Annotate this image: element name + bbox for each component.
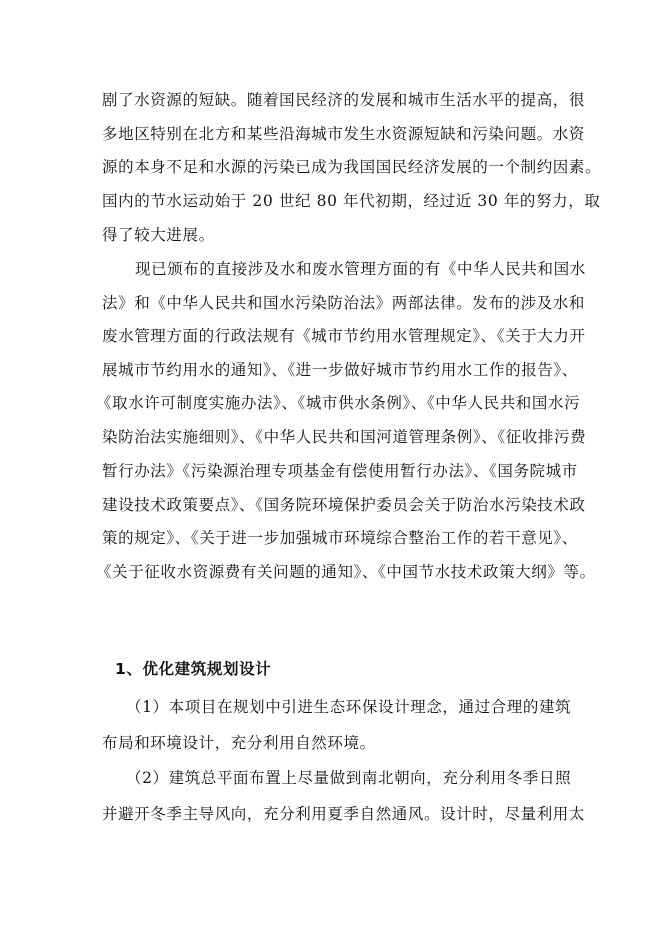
paragraph-1-line-1: 剧了水资源的短缺。随着国民经济的发展和城市生活水平的提高，很 bbox=[102, 91, 586, 109]
paragraph-3-line-1: （1）本项目在规划中引进生态环保设计理念，通过合理的建筑 bbox=[126, 698, 572, 716]
paragraph-2-line-2: 法》和《中华人民共和国水污染防治法》两部法律。发布的涉及水和 bbox=[102, 294, 586, 312]
paragraph-2-line-6: 染防治法实施细则》、《中华人民共和国河道管理条例》、《征收排污费 bbox=[102, 428, 587, 446]
paragraph-2-line-8: 建设技术政策要点》、《国务院环境保护委员会关于防治水污染技术政 bbox=[102, 496, 586, 514]
paragraph-2-line-7: 暂行办法》《污染源治理专项基金有偿使用暂行办法》、《国务院城市 bbox=[102, 462, 578, 480]
paragraph-1-line-3: 源的本身不足和水源的污染已成为我国国民经济发展的一个制约因素。 bbox=[102, 158, 602, 176]
paragraph-3-line-2: 布局和环境设计，充分利用自然环境。 bbox=[102, 734, 376, 752]
paragraph-4-line-1: （2）建筑总平面布置上尽量做到南北朝向，充分利用冬季日照 bbox=[126, 769, 572, 787]
paragraph-2-line-5: 《取水许可制度实施办法》、《城市供水条例》、《中华人民共和国水污 bbox=[96, 394, 581, 412]
paragraph-2-line-3: 废水管理方面的行政法规有《城市节约用水管理规定》、《关于大力开 bbox=[102, 327, 586, 345]
paragraph-2-line-9: 策的规定》、《关于进一步加强城市环境综合整治工作的若干意见》、 bbox=[102, 529, 578, 547]
paragraph-4-line-2: 并避开冬季主导风向，充分利用夏季自然通风。设计时，尽量利用太 bbox=[102, 805, 586, 823]
section-heading: 1、优化建筑规划设计 bbox=[115, 660, 272, 678]
paragraph-2-line-10: 《关于征收水资源费有关问题的通知》、《中国节水技术政策大纲》等。 bbox=[96, 563, 596, 581]
paragraph-1-line-4: 国内的节水运动始于 20 世纪 80 年代初期，经过近 30 年的努力，取 bbox=[102, 192, 601, 210]
paragraph-2-line-1: 现已颁布的直接涉及水和废水管理方面的有《中华人民共和国水 bbox=[135, 260, 586, 278]
paragraph-2-line-4: 展城市节约用水的通知》、《进一步做好城市节约用水工作的报告》、 bbox=[102, 361, 578, 379]
paragraph-1-line-2: 多地区特别在北方和某些沿海城市发生水资源短缺和污染问题。水资 bbox=[102, 125, 586, 143]
paragraph-1-line-5: 得了较大进展。 bbox=[102, 226, 215, 244]
